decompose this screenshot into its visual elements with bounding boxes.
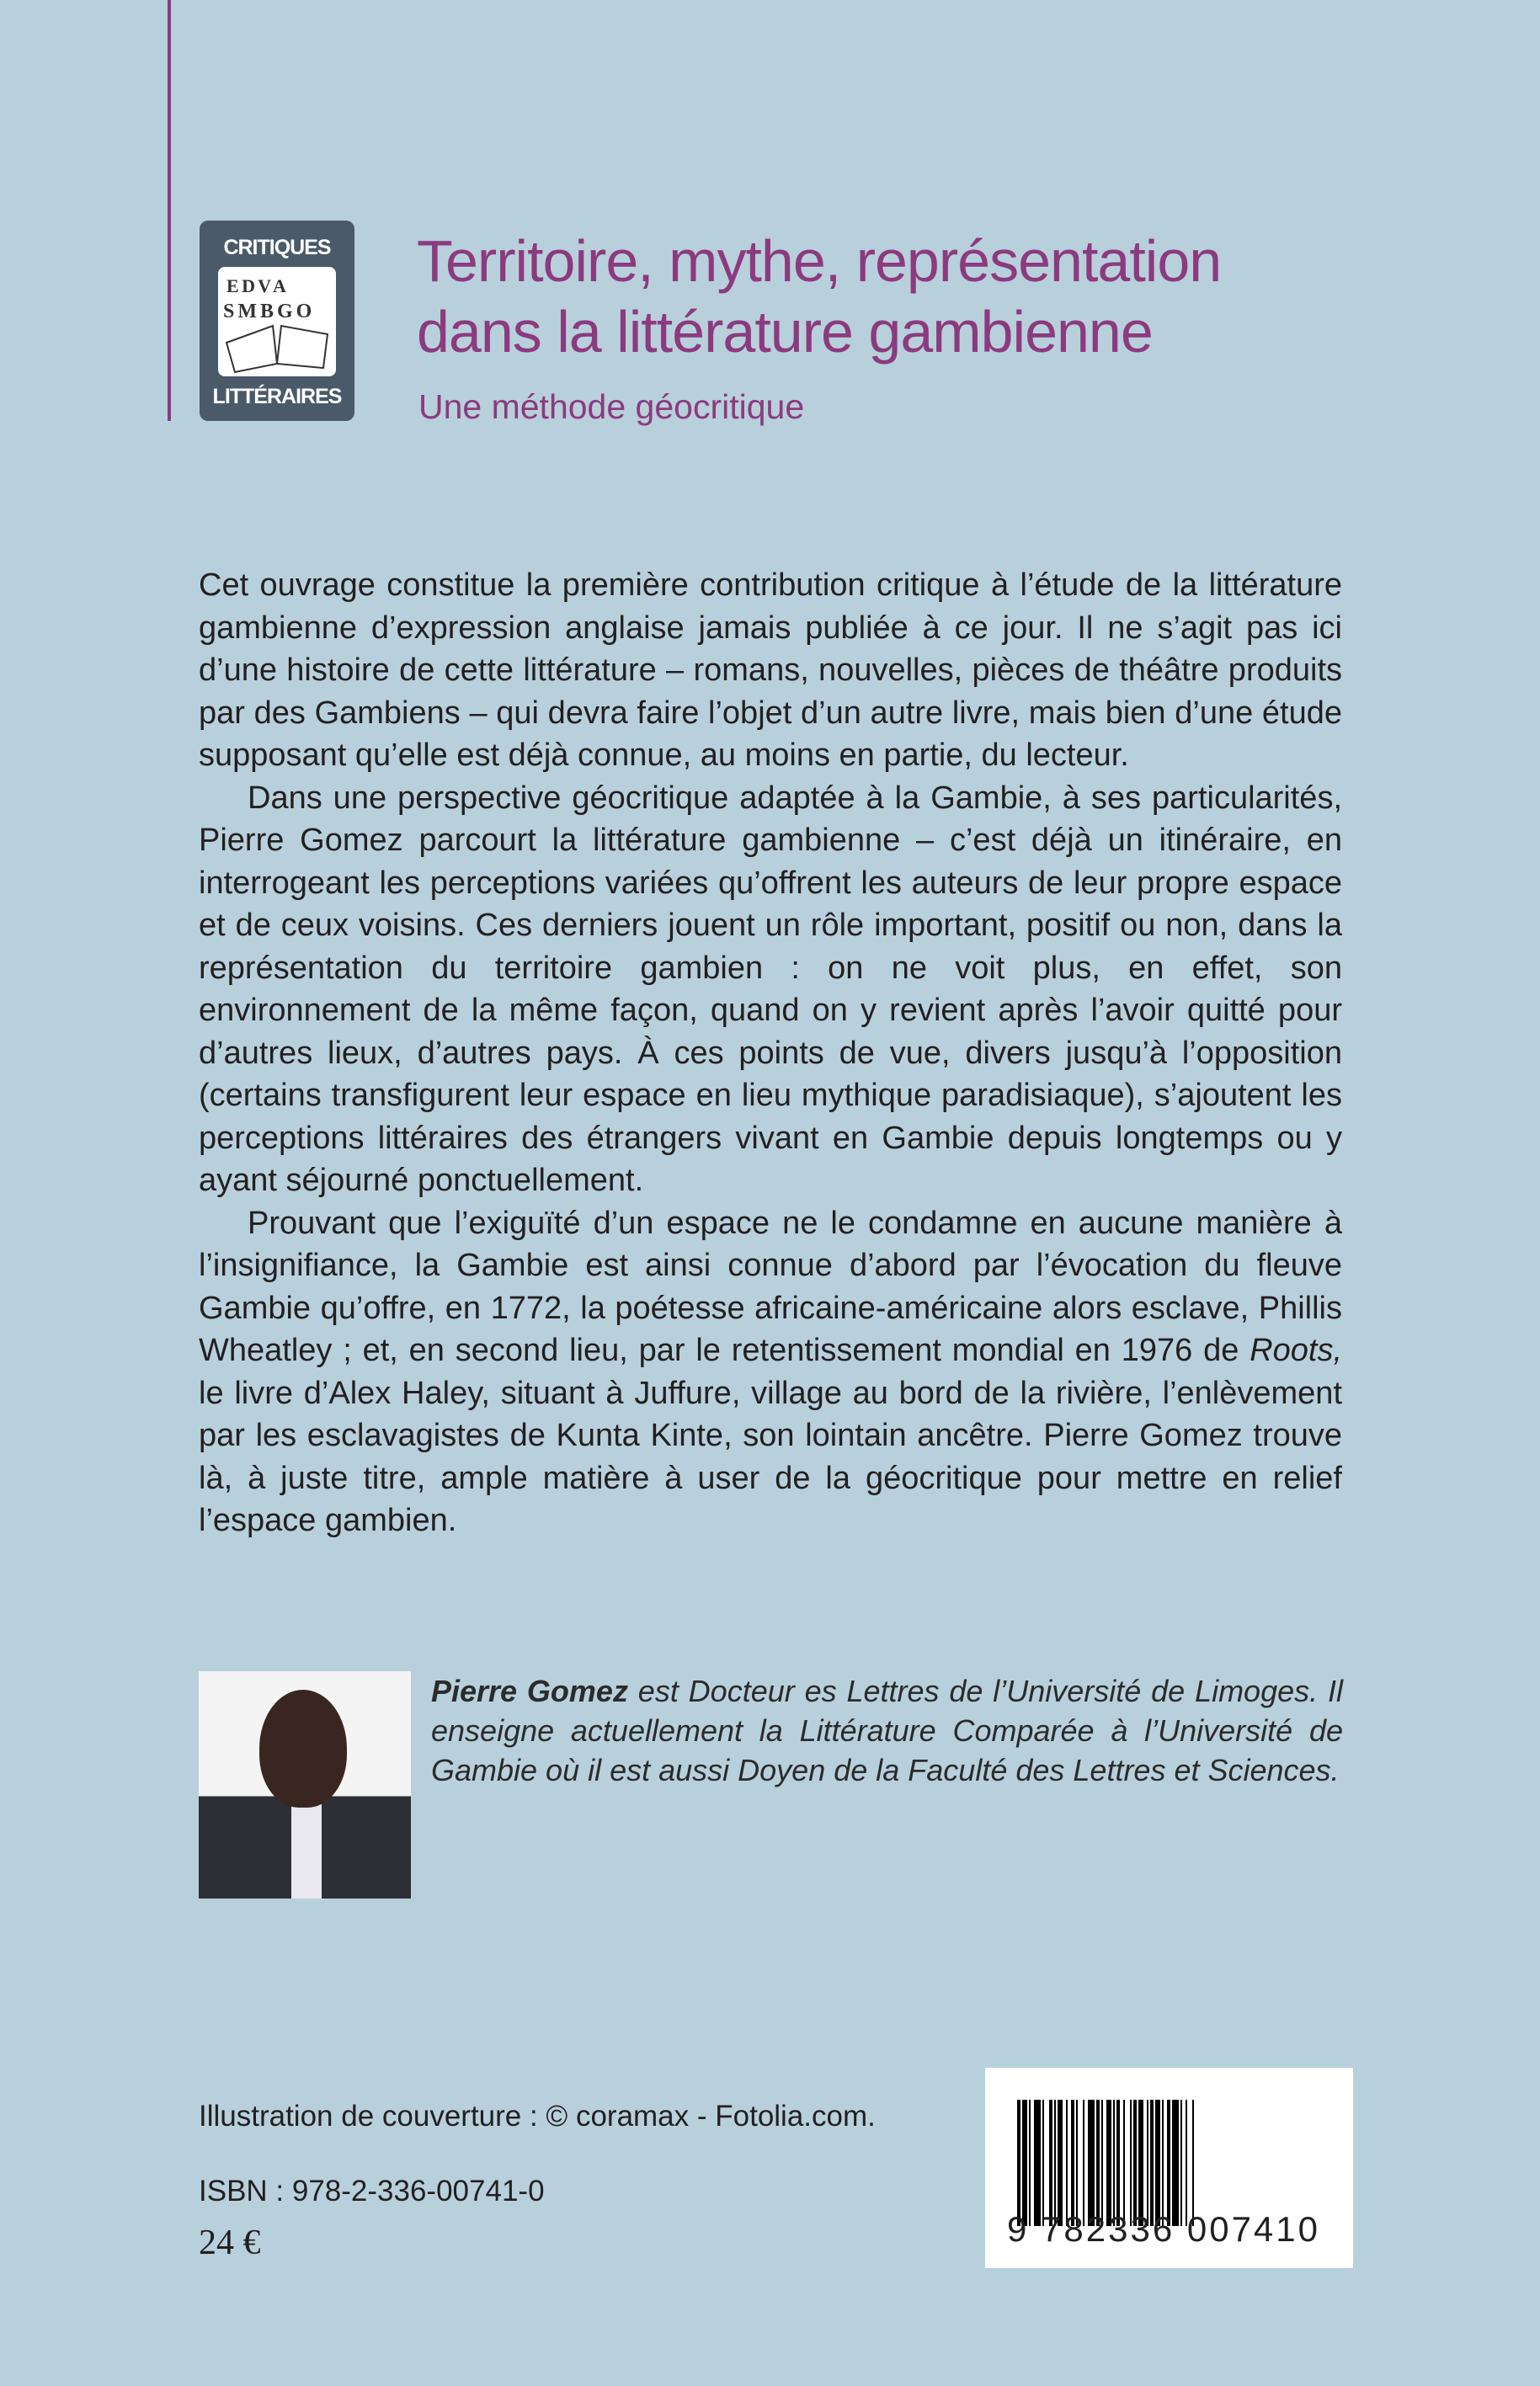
book-title	[417, 226, 1221, 367]
barcode-number: 9 782336 007410	[1007, 2209, 1320, 2249]
bio-text: est Docteur es Lettres de l’Université de Limoges. Il enseigne actuellement la Littérature Comparée à l’Université de Gambie où il est aussi Doyen de la Faculté des Lettres et Sciences.	[431, 1674, 1343, 1787]
paragraph	[199, 1202, 1342, 1542]
synopsis	[199, 564, 1342, 1542]
svg-text:E D V A: E D V A	[226, 275, 285, 296]
cover-credit: Illustration de couverture : © coramax - Fotolia.com.	[199, 2100, 876, 2133]
author-name: Pierre Gomez	[431, 1674, 628, 1708]
series-logo-bottom: LITTÉRAIRES	[212, 385, 342, 408]
paragraph: Dans une perspective géocritique adaptée à la Gambie, à ses particularités, Pierre Gomez parcourt la littérature gambienne – c’est déjà un itinéraire, en interrogeant les perceptions variées qu’offrent les auteurs de leur propre espace et de ceux voisins. Ces derniers jouent un rôle important, positif ou non, dans la représentation du territoire gambien : on ne voit plus, en effet, son environnement de la même façon, quand on y revient après l’avoir quitté pour d’autres lieux, d’autres pays. À ces points de vue, divers jusqu’à l’opposition (certains transfigurent leur espace en lieu mythique paradisiaque), s’ajoutent les perceptions littéraires des étrangers vivant en Gambie depuis longtemps ou y ayant séjourné ponctuellement.	[199, 780, 1342, 1198]
series-logo-top: CRITIQUES	[223, 236, 331, 259]
barcode-bar	[1194, 2100, 1196, 2226]
open-book-icon	[218, 267, 336, 376]
price: 24 €	[199, 2224, 261, 2262]
svg-text:S M B G O: S M B G O	[223, 301, 312, 322]
paragraph-text: Prouvant que l’exiguïté d’un espace ne le condamne en aucune manière à l’insignifiance, la Gambie est ainsi connue d’abord par l’évocation du fleuve Gambie qu’offre, en 1772, la poétesse africaine-américaine alors esclave, Phillis Wheatley ; et, en second lieu, par le retentissement mondial en 1976 de	[199, 1205, 1342, 1368]
isbn: ISBN : 978-2-336-00741-0	[199, 2175, 545, 2208]
barcode-bar	[1034, 2100, 1041, 2226]
author-photo	[199, 1671, 411, 1899]
author-bio	[431, 1671, 1343, 1790]
book-title-italic: Roots,	[1250, 1333, 1343, 1368]
series-logo	[200, 221, 354, 421]
barcode-bars	[1017, 2100, 1276, 2226]
title-line-1: Territoire, mythe, représentation	[417, 228, 1222, 294]
barcode-bar	[1172, 2100, 1179, 2226]
title-line-2: dans la littérature gambienne	[417, 299, 1153, 365]
paragraph: Cet ouvrage constitue la première contribution critique à l’étude de la littérature gambienne d’expression anglaise jamais publiée à ce jour. Il ne s’agit pas ici d’une histoire de cette littérature – romans, nouvelles, pièces de théâtre produits par des Gambiens – qui devra faire l’objet d’un autre livre, mais bien d’une étude supposant qu’elle est déjà connue, au moins en partie, du lecteur.	[199, 567, 1342, 773]
barcode-bar	[1088, 2100, 1095, 2226]
book-subtitle: Une méthode géocritique	[418, 387, 805, 426]
barcode	[985, 2068, 1353, 2268]
paragraph-text: le livre d’Alex Haley, situant à Juffure, village au bord de la rivière, l’enlèvement par les esclavagistes de Kunta Kinte, son lointain ancêtre. Pierre Gomez trouve là, à juste titre, ample matière à user de la géocritique pour mettre en relief l’espace gambien.	[199, 1375, 1342, 1538]
decorative-vertical-line	[168, 0, 171, 421]
